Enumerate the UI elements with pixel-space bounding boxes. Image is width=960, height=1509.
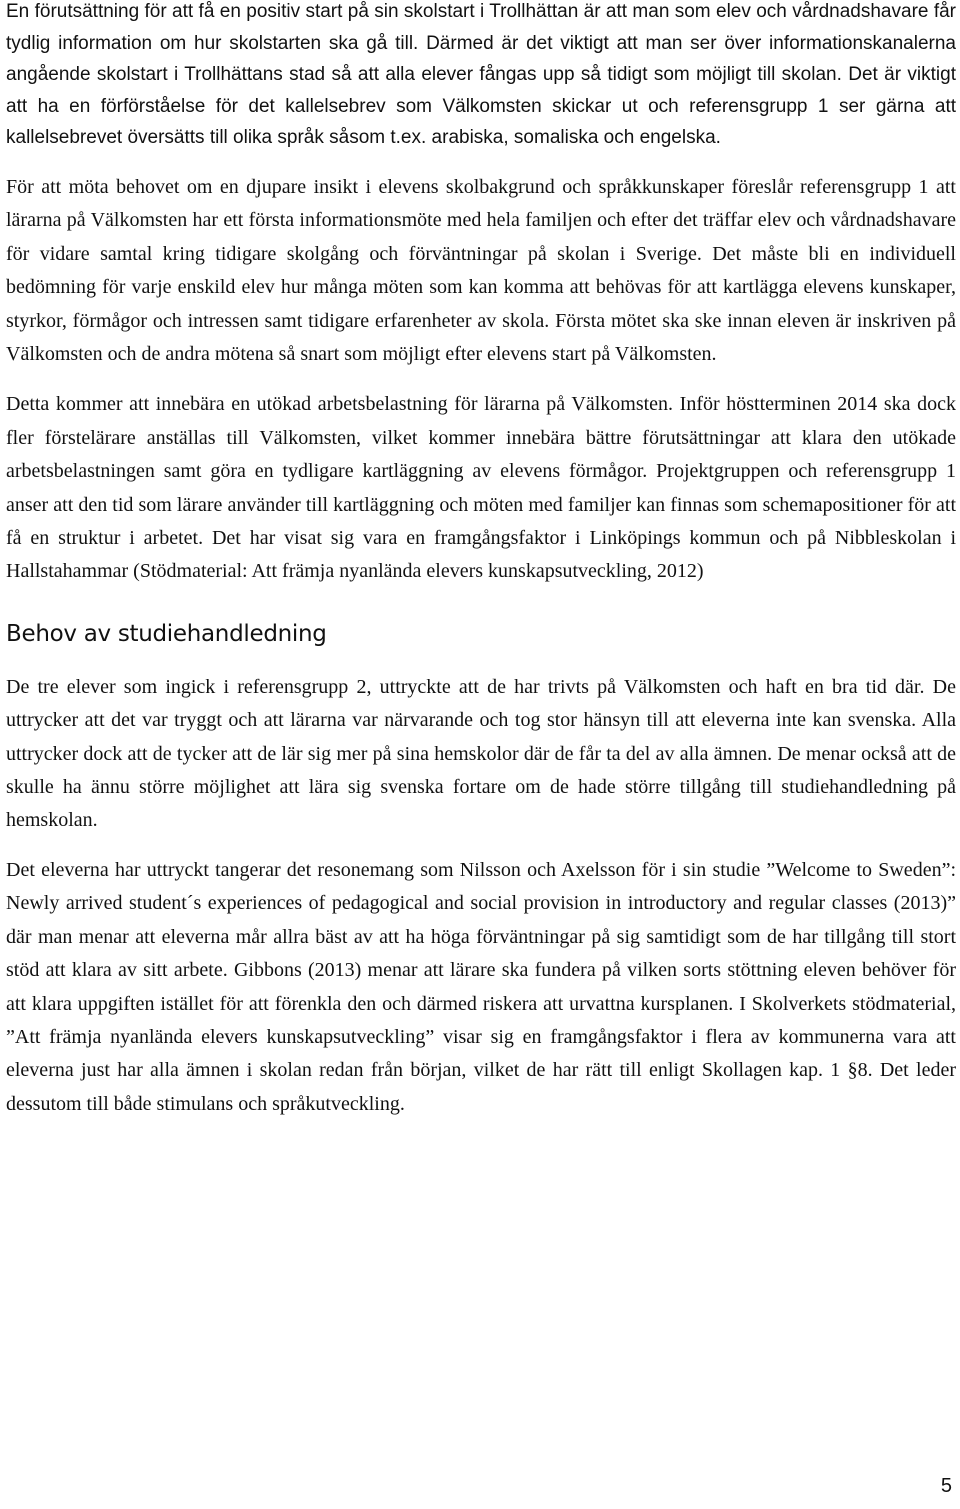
paragraph-information-meeting: För att möta behovet om en djupare insikt i elevens skolbakgrund och språkkunskaper föreslår referensgrupp 1 att lärarna på Välkomsten har ett första informationsmöte med hela familjen och efter det träffar elev och vårdnadshavare för vidare samtal kring tidigare skolgång och förväntningar på skolan i Sverige. Det måste bli en individuell bedömning för varje enskild elev hur många möten som kan komma att behövas för att kartlägga elevens kunskaper, styrkor, förmågor och intressen samt tidigare erfarenheter av skola. Första mötet ska ske innan eleven är inskriven på Välkomsten och de andra mötena så snart som möjligt efter elevens start på Välkomsten. xyxy=(6,175,956,365)
paragraph-workload: Detta kommer att innebära en utökad arbetsbelastning för lärarna på Välkomsten. Inför höstterminen 2014 ska dock fler förstelärare anställas till Välkomsten, vilket kommer innebära bättre förutsättningar att klara den utökade arbetsbelastningen samt göra en tydligare kartläggning av elevens förmågor. Projektgruppen och referensgrupp 1 anser att den tid som lärare använder till kartläggning och möten med familjer kan finnas som schemapositioner för att få en struktur i arbetet. Det har visat sig vara en framgångsfaktor i Linköpings kommun och på Nibbleskolan i Hallstahammar (Stödmaterial: Att främja nyanlända elevers kunskapsutveckling, 2012) xyxy=(6,393,956,583)
section-heading: Behov av studiehandledning xyxy=(6,620,327,647)
page-number: 5 xyxy=(940,1475,952,1497)
paragraph-school-start-information: En förutsättning för att få en positiv start på sin skolstart i Trollhättan är att man som elev och vårdnadshavare får tydlig information om hur skolstarten ska gå till. Därmed är det viktigt att man ser över informationskanalerna angående skolstart i Trollhättans stad så att alla elever fångas upp så tidigt som möjligt till skolan. Det är viktigt att ha en förförståelse för det kallelsebrev som Välkomsten skickar ut och referensgrupp 1 ser gärna att kallelsebrevet översätts till olika språk såsom t.ex. arabiska, somaliska och engelska. xyxy=(6,1,956,149)
document-page xyxy=(6,0,956,1121)
paragraph-reference-group-2: De tre elever som ingick i referensgrupp 2, uttryckte att de har trivts på Välkomsten och haft en bra tid där. De uttrycker att det var tryggt och att lärarna var närvarande och tog stor hänsyn till att eleverna inte kan svenska. Alla uttrycker dock att de tycker att de lär sig mer på sina hemskolor där de får ta del av alla ämnen. De menar också att de skulle ha ännu större möjlighet att lära sig svenska fortare om de hade större tillgång till studiehandledning på hemskolan. xyxy=(6,675,956,832)
paragraph-research-discussion: Det eleverna har uttryckt tangerar det resonemang som Nilsson och Axelsson för i sin studie ”Welcome to Sweden”: Newly arrived student´s experiences of pedagogical and social provision in introductory and regular classes (2013)” där man menar att eleverna mår allra bäst av att ha höga förväntningar på sig samtidigt som de har tillgång till stort stöd att klara av sitt arbete. Gibbons (2013) menar att lärare ska fundera på vilken sorts stöttning eleven behöver för att klara uppgiften istället för att förenkla den och därmed riskera att urvattna kursplanen. I Skolverkets stödmaterial, ”Att främja nyanlända elevers kunskapsutveckling” visar sig en framgångsfaktor i flera av kommunerna vara att eleverna just har alla ämnen i skolan redan från början, vilket de har rätt till enligt Skollagen kap. 1 §8. Det leder dessutom till både stimulans och språkutveckling. xyxy=(6,858,956,1115)
